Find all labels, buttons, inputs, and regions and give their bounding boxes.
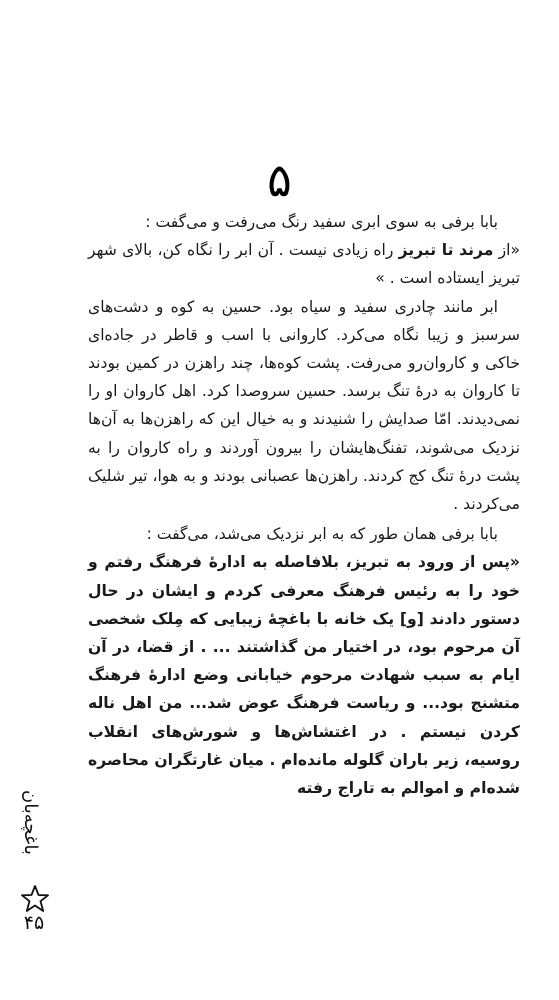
paragraph-4: بابا برفی همان طور که به ابر نزدیک می‌شد، می‌گفت :	[146, 525, 498, 544]
chapter-number: ۵	[267, 153, 292, 207]
paragraph-2	[88, 236, 520, 292]
paragraph-2-open: «از	[493, 241, 520, 260]
book-title-vertical: باغچه‌بان	[20, 790, 41, 855]
paragraph-2-bold: مرند تا تبریز	[398, 241, 494, 260]
star-icon	[20, 884, 50, 914]
paragraph-1: بابا برفی به سوی ابری سفید رنگ می‌رفت و می‌گفت :	[145, 213, 498, 231]
paragraph-3: ابر مانند چادری سفید و سیاه بود. حسین به کوه و دشت‌های سرسبز و زیبا نگاه می‌کرد. کاروانی با اسب و قاطر در جاده‌ای خاکی و کاروان‌رو می‌رفت. پشت کوه‌ها، چند راهزن در کمین بودند تا کاروان به درهٔ تنگ برسد. حسین سروصدا کرد. اهل کاروان او را نمی‌دیدند. امّا صدایش را شنیدند و به خیال این که راهزن‌ها به آن‌ها نزدیک می‌شوند، تفنگ‌هایشان را بیرون آوردند و راه کاروان را به پشت درهٔ تنگ کج کردند. راهزن‌ها عصبانی بودند و به هوا، تیر شلیک می‌کردند .	[88, 297, 520, 514]
paragraph-5-quote: «پس از ورود به تبریز، بلافاصله به ادارهٔ فرهنگ رفتم و خود را به رئیس فرهنگ معرفی کردم و ایشان در حال دستور دادند [و] یک خانه با باغچهٔ زیبایی که مِلک شخصی آن مرحوم بود، در اختیار من گذاشتند ... . از قضا، در آن ایام به سبب شهادت مرحوم خیابانی وضع ادارهٔ فرهنگ متشنج بود... و ریاست فرهنگ عوض شد... من اهل ناله کردن نیستم . در اغتشاش‌ها و شورش‌های انقلاب روسیه، زیر باران گلوله مانده‌ام . میان غارتگران محاصره شده‌ام و اموالم به تاراج رفته	[88, 553, 520, 798]
paragraph-2-rest: راه زیادی نیست . آن ابر را نگاه کن، بالای شهر تبریز ایستاده است . »	[88, 241, 520, 288]
body-text	[88, 208, 520, 802]
page-number: ۴۵	[23, 912, 45, 934]
